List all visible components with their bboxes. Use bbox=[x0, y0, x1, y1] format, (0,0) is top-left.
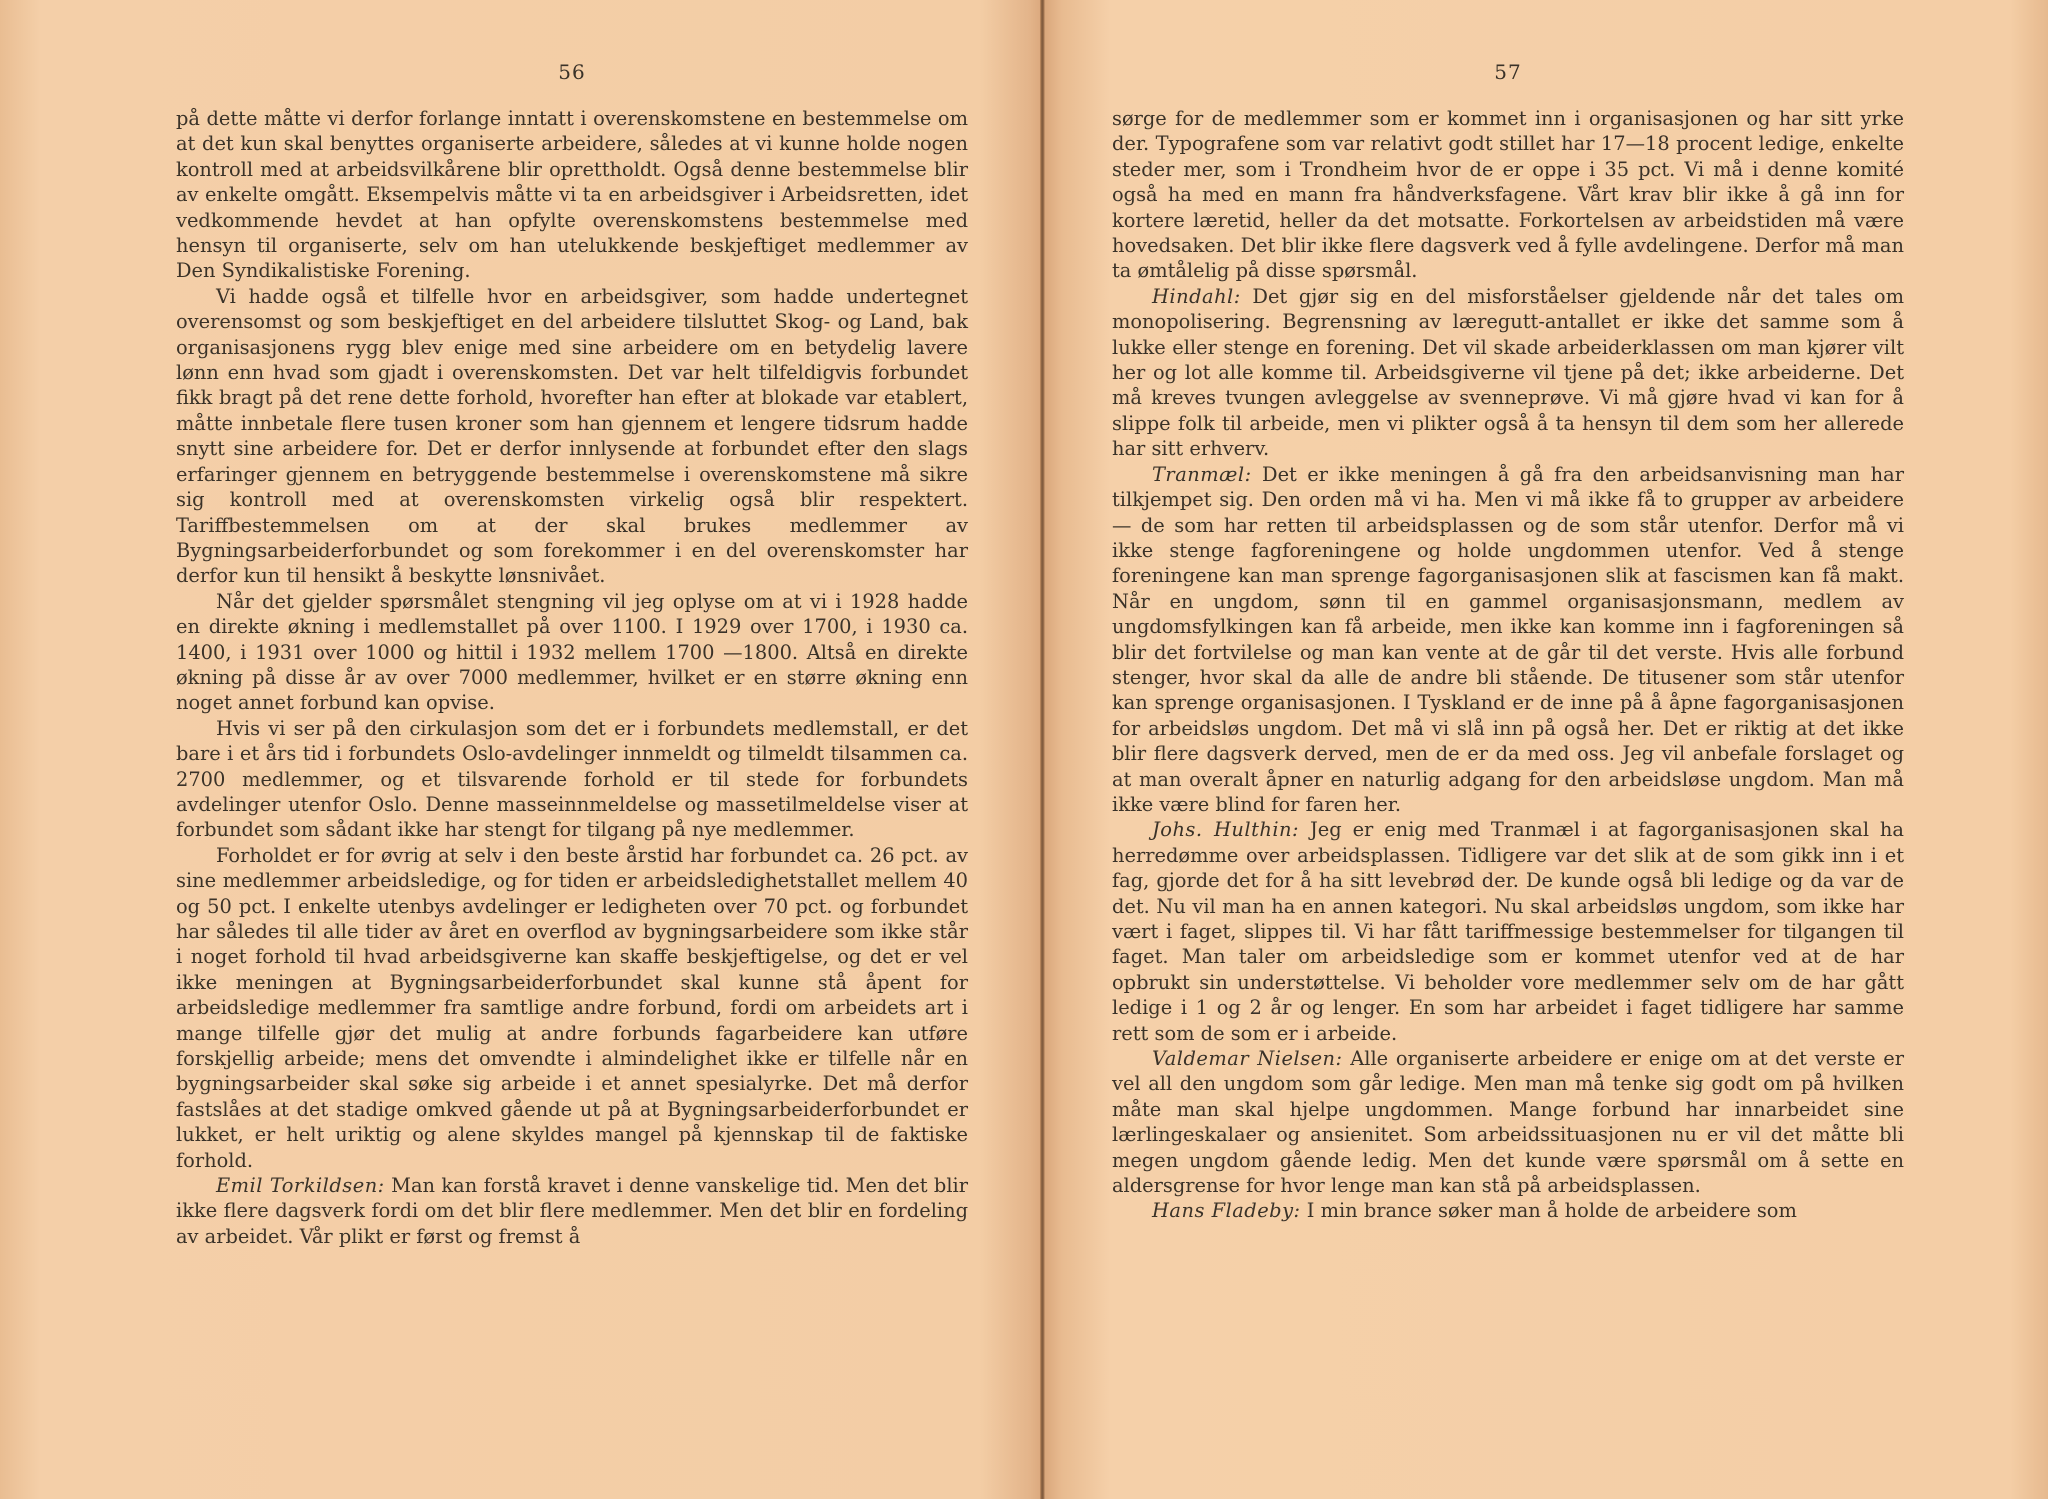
paragraph-text: Når det gjelder spørsmålet stengning vil jeg oplyse om at vi i 1928 hadde en direkte økning i medlemstallet på over 1100. I 1929 over 1700, i 1930 ca. 1400, i 1931 over 1000 og hittil i 1932 mellem 1700 —1800. Altså en direkte økning på disse år av over 7000 medlemmer, hvilket er en større økning enn noget annet forbund kan opvise. bbox=[176, 589, 968, 715]
paragraph-text: Man kan forstå kravet i denne vanskelige tid. Men det blir ikke flere dagsverk fordi om det blir flere medlemmer. Men det blir en fordeling av arbeidet. Vår plikt er først og fremst å bbox=[176, 1174, 969, 1248]
speaker-name: Valdemar Nielsen: bbox=[1152, 1047, 1343, 1071]
paragraph-text: Forholdet er for øvrig at selv i den beste årstid har forbundet ca. 26 pct. av sine medlemmer arbeidsledige, og for tiden er arbeidsledighetstallet mellem 40 og 50 pct. I enkelte utenbys avdelinger er ledigheten over 70 pct. og forbundet har således til alle tider av året en overflod av bygningsarbeidere som ikke står i noget forhold til hvad arbeidsgiverne kan skaffe beskjeftigelse, og det er vel ikke meningen at Bygningsarbeiderforbundet skal kunne stå åpent for arbeidsledige medlemmer fra samtlige andre forbund, fordi om arbeidets art i mange tilfelle gjør det mulig at andre forbunds fagarbeidere kan utføre forskjellig arbeide; mens det omvendte i almindelighet ikke er tilfelle når en bygningsarbeider skal søke sig arbeide i et annet spesialyrke. Det må derfor fastslåes at det stadige omkved gående ut på at Bygningsarbeiderforbundet er lukket, er helt uriktig og alene skyldes mangel på kjennskap til de faktiske forhold. bbox=[176, 843, 968, 1172]
paragraph-text: på dette måtte vi derfor forlange inntatt i overenskomstene en bestemmelse om at det kun skal benyttes organiserte arbeidere, således at vi kunne holde nogen kontroll med at arbeidsvilkårene blir oprettholdt. Også denne bestemmelse blir av enkelte omgått. Eksempelvis måtte vi ta en arbeidsgiver i Arbeidsretten, idet vedkommende hevdet at han opfylte overenskomstens bestemmelse med hensyn til organiserte, selv om han utelukkende beskjeftiget medlemmer av Den Syndikalistiske Forening. bbox=[176, 107, 968, 283]
paragraph bbox=[176, 1173, 968, 1249]
paragraph-text: I min brance søker man å holde de arbeidere som bbox=[1306, 1199, 1797, 1223]
paragraph bbox=[1112, 284, 1904, 462]
speaker-name: Johs. Hulthin: bbox=[1152, 818, 1300, 842]
paragraph bbox=[176, 106, 968, 284]
left-page bbox=[176, 60, 968, 1249]
paragraph-text: Det er ikke meningen å gå fra den arbeidsanvisning man har tilkjempet sig. Den orden må vi ha. Men vi må ikke få to grupper av arbeidere — de som har retten til arbeidsplassen og de som står utenfor. Derfor må vi ikke stenge fagforeningene og holde ungdommen utenfor. Ved å stenge foreningene kan man sprenge fagorganisasjonen slik at fascismen kan få makt. Når en ungdom, sønn til en gammel organisasjonsmann, medlem av ungdomsfylkingen kan få arbeide, men ikke kan komme inn i fagforeningen så blir det fortvilelse og man kan vente at de går til det verste. Hvis alle forbund stenger, hvor skal da alle de andre bli stående. De titusener som står utenfor kan sprenge organisasjonen. I Tyskland er de inne på å åpne fagorganisasjonen for arbeidsløs ungdom. Det må vi slå inn på også her. Det er riktig at det ikke blir flere dagsverk derved, men de er da med oss. Jeg vil anbefale forslaget og at man overalt åpner en naturlig adgang for den arbeidsløse ungdom. Man må ikke være blind for faren her. bbox=[1112, 462, 1904, 816]
paragraph bbox=[176, 843, 968, 1173]
page-text bbox=[176, 106, 968, 1249]
paragraph bbox=[1112, 1198, 1904, 1223]
paragraph bbox=[1112, 817, 1904, 1046]
page-number: 56 bbox=[558, 60, 586, 84]
speaker-name: Emil Torkildsen: bbox=[216, 1174, 385, 1198]
paragraph bbox=[176, 284, 968, 589]
paragraph bbox=[1112, 462, 1904, 818]
right-page bbox=[1112, 60, 1904, 1224]
paragraph bbox=[1112, 1046, 1904, 1198]
paragraph-text: Det gjør sig en del misforståelser gjeldende når det tales om monopolisering. Begrensning av læregutt-antallet er ikke det samme som å lukke eller stenge en forening. Det vil skade arbeiderklassen om man kjører vilt her og lot alle komme til. Arbeidsgiverne vil tjene på det; ikke arbeiderne. Det må kreves tvungen avleggelse av svenneprøve. Vi må gjøre hvad vi kan for å slippe folk til arbeide, men vi plikter også å ta hensyn til dem som her allerede har sitt erhverv. bbox=[1112, 284, 1904, 461]
paragraph-text: sørge for de medlemmer som er kommet inn i organisasjonen og har sitt yrke der. Typografene som var relativt godt stillet har 17—18 procent ledige, enkelte steder mer, som i Trondheim hvor de er oppe i 35 pct. Vi må i denne komité også ha med en mann fra håndverksfagene. Vårt krav blir ikke å gå inn for kortere læretid, heller da det motsatte. Forkortelsen av arbeidstiden må være hovedsaken. Det blir ikke flere dagsverk ved å fylle avdelingene. Derfor må man ta ømtålelig på disse spørsmål. bbox=[1112, 107, 1904, 283]
book-gutter bbox=[1040, 0, 1045, 1499]
paragraph-text: Hvis vi ser på den cirkulasjon som det er i forbundets medlemstall, er det bare i et års tid i forbundets Oslo-avdelinger innmeldt og tilmeldt tilsammen ca. 2700 medlemmer, og et tilsvarende forhold er til stede for forbundets avdelinger utenfor Oslo. Denne masseinnmeldelse og massetilmeldelse viser at forbundet som sådant ikke har stengt for tilgang på nye medlemmer. bbox=[176, 716, 968, 842]
page-text bbox=[1112, 106, 1904, 1224]
speaker-name: Tranmæl: bbox=[1152, 462, 1252, 486]
page-number: 57 bbox=[1494, 60, 1522, 84]
paragraph bbox=[176, 716, 968, 843]
paragraph-text: Vi hadde også et tilfelle hvor en arbeidsgiver, som hadde undertegnet overensomst og som beskjeftiget en del arbeidere tilsluttet Skog- og Land, bak organisasjonens rygg blev enige med sine arbeidere om en betydelig lavere lønn enn hvad som gjadt i overenskomsten. Det var helt tilfeldigvis forbundet fikk bragt på det rene dette forhold, hvorefter han efter at blokade var etablert, måtte innbetale flere tusen kroner som han gjennem et lengere tidsrum hadde snytt sine arbeidere for. Det er derfor innlysende at forbundet efter den slags erfaringer gjennem en betryggende bestemmelse i overenskomstene må sikre sig kontroll med at overenskomsten virkelig også blir respektert. Tariffbestemmelsen om at der skal brukes medlemmer av Bygningsarbeiderforbundet og som forekommer i en del overenskomster har derfor kun til hensikt å beskytte lønsnivået. bbox=[176, 284, 968, 588]
paragraph-text: Jeg er enig med Tranmæl i at fagorganisasjonen skal ha herredømme over arbeidsplassen. Tidligere var det slik at de som gikk inn i et fag, gjorde det for å ha sitt levebrød der. De kunde også bli ledige og da var de det. Nu vil man ha en annen kategori. Nu skal arbeidsløs ungdom, som ikke har vært i faget, slippes til. Vi har fått tariffmessige bestemmelser for tilgangen til faget. Man taler om arbeidsledige som er kommet utenfor ved at de har opbrukt sin understøttelse. Vi beholder vore medlemmer selv om de har gått ledige i 1 og 2 år og lenger. En som har arbeidet i faget tidligere har samme rett som de som er i arbeide. bbox=[1112, 818, 1904, 1045]
paragraph bbox=[1112, 106, 1904, 284]
paragraph-text: Alle organiserte arbeidere er enige om at det verste er vel all den ungdom som går ledige. Men man må tenke sig godt om på hvilken måte man skal hjelpe ungdommen. Mange forbund har innarbeidet sine lærlingeskalaer og ansienitet. Som arbeidssituasjonen nu er vil det måtte bli megen ungdom gående ledig. Men det kunde være spørsmål om å sette en aldersgrense for hvor lenge man kan stå på arbeidsplassen. bbox=[1112, 1047, 1905, 1198]
paragraph bbox=[176, 589, 968, 716]
speaker-name: Hindahl: bbox=[1152, 284, 1241, 308]
speaker-name: Hans Fladeby: bbox=[1152, 1199, 1301, 1223]
